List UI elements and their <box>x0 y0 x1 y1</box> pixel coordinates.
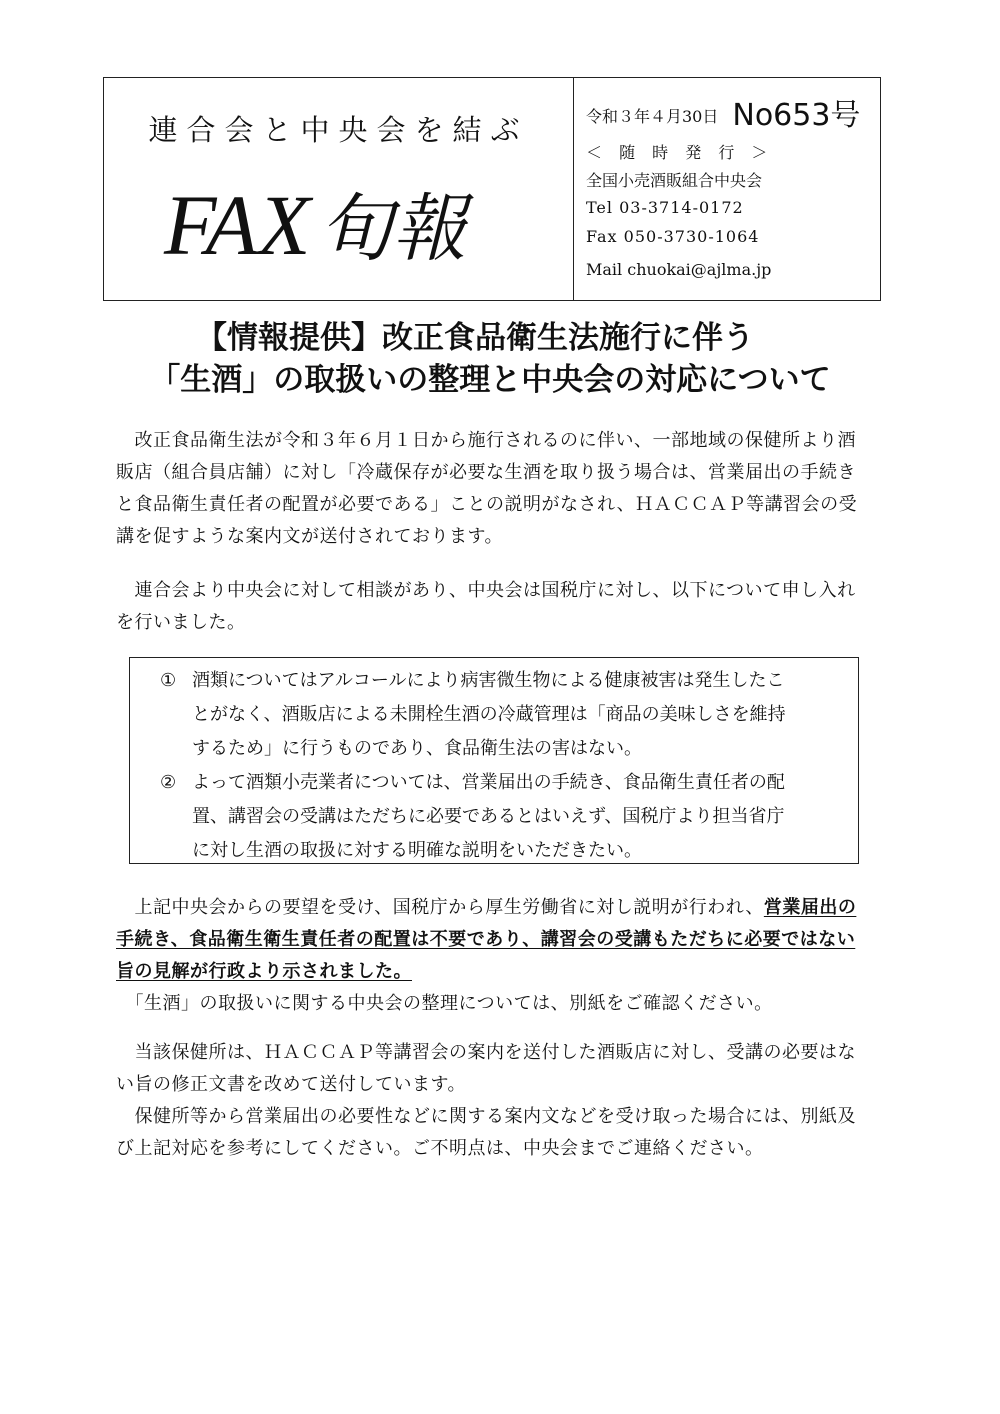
paragraph-result <box>116 892 896 1020</box>
request-item-1 <box>160 664 850 766</box>
masthead-kanji: 旬報 <box>318 186 467 272</box>
request-number: ① <box>160 670 177 691</box>
masthead-info <box>574 78 880 300</box>
request-box <box>129 657 859 864</box>
paragraph-request-intro <box>116 575 896 639</box>
organization-name: 全国小売酒販組合中央会 <box>586 171 763 190</box>
issue-date: 令和３年４月30日 <box>586 107 719 126</box>
request-item-2 <box>160 766 850 868</box>
email-address: Mail chuokai@ajlma.jp <box>586 260 772 279</box>
tagline: 連合会と中央会を結ぶ <box>148 113 529 147</box>
issue-number: No653号 <box>732 98 861 133</box>
paragraph-line <box>116 892 896 924</box>
paragraph-line: と食品衛生責任者の配置が必要である」ことの説明がなされ、ＨＡＣＣＡＰ等講習会の受 <box>116 494 858 515</box>
request-line: よって酒類小売業者については、営業届出の手続き、食品衛生責任者の配 <box>192 772 785 793</box>
headline-line-1: 【情報提供】改正食品衛生法施行に伴う <box>196 320 754 356</box>
result-highlight: 手続き、食品衛生衛生責任者の配置は不要であり、講習会の受講もただちに必要ではない <box>116 929 856 950</box>
headline-line-2: 「生酒」の取扱いの整理と中央会の対応について <box>149 362 831 398</box>
paragraph-line: 販店（組合員店舗）に対し「冷蔵保存が必要な生酒を取り扱う場合は、営業届出の手続き <box>116 462 856 483</box>
paragraph-line: を行いました。 <box>116 612 246 633</box>
result-highlight: 旨の見解が行政より示されました。 <box>116 961 412 982</box>
paragraph-background <box>116 425 896 553</box>
request-line: するため」に行うものであり、食品衛生法の害はない。 <box>192 738 642 759</box>
result-highlight: 営業届出の <box>763 897 857 918</box>
paragraph-line: 改正食品衛生法が令和３年６月１日から施行されるのに伴い、一部地域の保健所より酒 <box>116 430 856 451</box>
paragraph-line: 保健所等から営業届出の必要性などに関する案内文などを受け取った場合には、別紙及 <box>116 1106 856 1127</box>
masthead-latin: FAX <box>164 177 311 273</box>
paragraph-line: い旨の修正文書を改めて送付しています。 <box>116 1074 467 1095</box>
masthead-left <box>104 78 574 300</box>
paragraph-line: 「生酒」の取扱いに関する中央会の整理については、別紙をご確認ください。 <box>116 993 773 1014</box>
issue-line <box>586 90 860 134</box>
paragraph-line: び上記対応を参考にしてください。ご不明点は、中央会までご連絡ください。 <box>116 1138 764 1159</box>
request-line: 置、講習会の受講はただちに必要であるとはいえず、国税庁より担当省庁 <box>192 806 785 827</box>
telephone: Tel 03-3714-0172 <box>586 198 744 217</box>
masthead-box <box>103 77 881 301</box>
paragraph-line: 当該保健所は、ＨＡＣＣＡＰ等講習会の案内を送付した酒販店に対し、受講の必要はな <box>116 1042 856 1063</box>
request-line: 酒類についてはアルコールにより病害微生物による健康被害は発生したこ <box>192 670 785 691</box>
paragraph-followup <box>116 1037 896 1165</box>
paragraph-line <box>116 956 896 988</box>
publication-frequency: ＜ 随 時 発 行 ＞ <box>586 143 774 162</box>
paragraph-line: 連合会より中央会に対して相談があり、中央会は国税庁に対し、以下について申し入れ <box>116 580 856 601</box>
request-number: ② <box>160 772 177 793</box>
paragraph-line: 講を促すような案内文が送付されております。 <box>116 526 504 547</box>
request-line: に対し生酒の取扱に対する明確な説明をいただきたい。 <box>192 840 642 861</box>
masthead-title <box>164 177 564 273</box>
fax-number: Fax 050-3730-1064 <box>586 227 760 246</box>
result-plain-text: 上記中央会からの要望を受け、国税庁から厚生労働省に対し説明が行われ、 <box>116 897 764 918</box>
request-line: とがなく、酒販店による未開栓生酒の冷蔵管理は「商品の美味しさを維持 <box>192 704 786 725</box>
paragraph-line <box>116 924 896 956</box>
